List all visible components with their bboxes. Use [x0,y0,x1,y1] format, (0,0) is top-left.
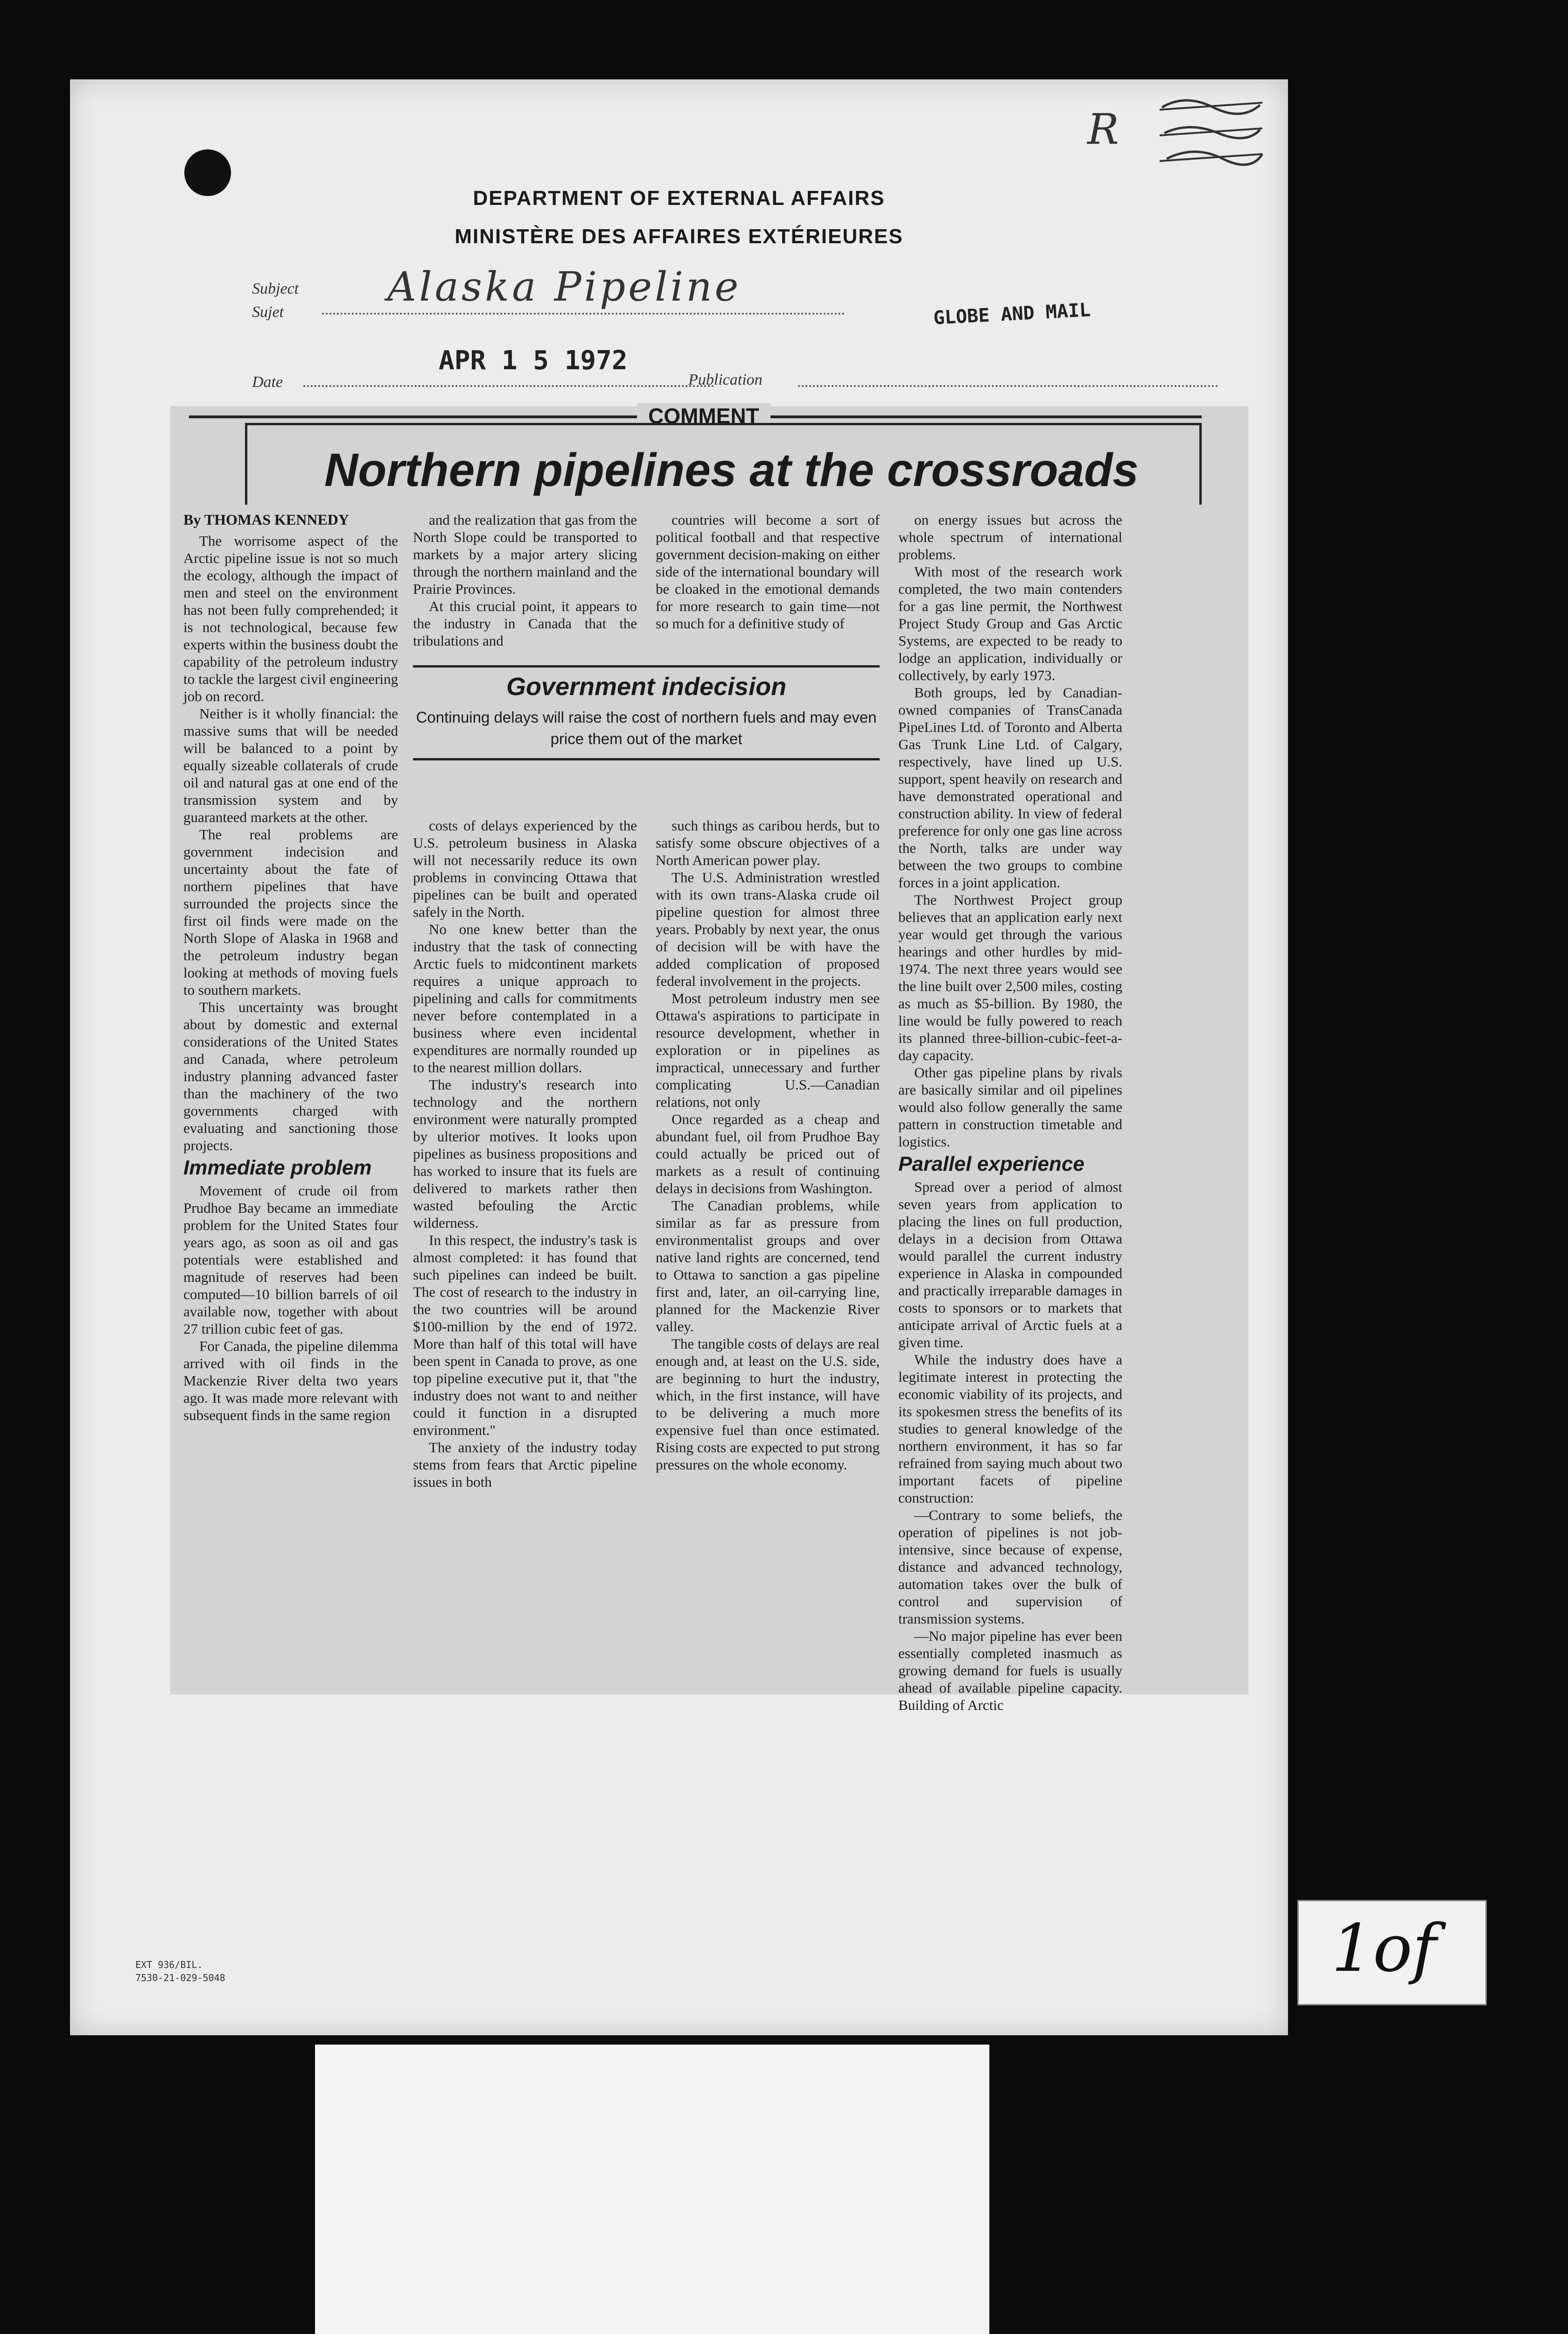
paragraph: The U.S. Administration wrestled with its own trans-Alaska crude oil pipeline question for almost three years. Probably by next year, the onus of decision will be with have the added complication of proposed federal involvement in the projects. [656,869,880,989]
paragraph: costs of delays experienced by the U.S. petroleum business in Alaska will not necessarily reduce its own problems in convincing Ottawa that pipelines can be built and operated safely in the North. [413,817,637,920]
paragraph: Most petroleum industry men see Ottawa's aspirations to participate in resource development, whether in exploration or in pipelines as impractical, unnecessary and further complicating U.S.—Canadian relations, not only [656,990,880,1110]
paragraph: Spread over a period of almost seven years from application to placing the lines on full production, delays in a decision from Ottawa would parallel the current industry experience in Alaska in compounded and practically irreparable damages in costs to sponsors or to markets that anticipate arrival of Arctic fuels at a given time. [898,1179,1122,1350]
section-label: COMMENT [637,403,770,429]
paragraph: and the realization that gas from the North Slope could be transported to markets by a major artery slicing through the northern mainland and the Prairie Provinces. [413,512,637,597]
subhead-parallel-experience: Parallel experience [898,1153,1085,1175]
page-tab [1297,1900,1487,2005]
article-headline: Northern pipelines at the crossroads [324,444,1139,496]
deck-box [413,665,880,760]
subject-label: Subject [252,280,299,297]
form-code-line-2: 7530-21-029-5048 [135,1972,225,1983]
department-name-fr: MINISTÈRE DES AFFAIRES EXTÉRIEURES [455,225,903,248]
blank-card [315,2045,989,2334]
paragraph: In this respect, the industry's task is almost completed: it has found that such pipelines can indeed be built. The cost of research to the industry in the two countries will be around $100-million by the end of 1972. More than half of this total will have been spent in Canada to prove, as one top pipeline executive put it, that "the industry does not want to and neither could it function in a disrupted environment." [413,1232,637,1438]
paragraph: Other gas pipeline plans by rivals are basically similar and oil pipelines would also follow generally the same pattern in construction timetable and logistics. [898,1064,1122,1150]
paragraph: The industry's research into technology and the northern environment were naturally prompted by ulterior motives. It looks upon pipelines as business propositions and has worked to insure that its fuels are delivered to markets rather then wasted befouling the Arctic wilderness. [413,1076,637,1231]
paragraph: The Canadian problems, while similar as far as pressure from environmentalist groups and over native land rights are concerned, tend to Ottawa to sanction a gas pipeline first and, later, an oil-carrying line, planned for the Mackenzie River valley. [656,1197,880,1335]
paragraph: Neither is it wholly financial: the massive sums that will be needed will be balanced to a point by equally sizeable collaterals of crude oil and natural gas at one end of the transmission system and by guaranteed markets at the other. [183,705,398,825]
paragraph: The tangible costs of delays are real enough and, at least on the U.S. side, are beginning to hurt the industry, which, in the first instance, will have to be delivering a much more expensive fuel than once estimated. Rising costs are expected to put strong pressures on the whole economy. [656,1336,880,1473]
paragraph: No one knew better than the industry that the task of connecting Arctic fuels to midcontinent markets requires a unique approach to pipelining and calls for commitments never before contemplated in a business where even incidental expenditures are normally rounded up to the nearest million dollars. [413,921,637,1076]
crossed-out-routing-marks [1157,89,1265,177]
paragraph: This uncertainty was brought about by domestic and external considerations of the United States and Canada, where petroleum industry planning advanced faster than the machinery of the two governments charged with evaluating and sanctioning those projects. [183,999,398,1153]
subject-line [322,313,845,315]
byline: By THOMAS KENNEDY [183,511,350,528]
column-2-top [413,511,637,656]
date-label: Date [252,373,283,391]
paragraph: such things as caribou herds, but to satisfy some obscure objectives of a North American power play. [656,817,880,868]
paragraph: With most of the research work completed, the two main contenders for a gas line permit, the Northwest Project Study Group and Gas Arctic Systems, are expected to be ready to lodge an application, individually or collectively, by early 1973. [898,563,1122,683]
newspaper-clipping [170,404,1248,1713]
paragraph: on energy issues but across the whole spectrum of international problems. [898,512,1122,562]
paragraph: At this crucial point, it appears to the industry in Canada that the tribulations and [413,598,637,649]
paragraph: Both groups, led by Canadian-owned companies of TransCanada PipeLines Ltd. of Toronto and Alberta Gas Trunk Line Ltd. of Calgary, respectively, have lined up U.S. support, spent heavily on research and have demonstrated operational and construction ability. In view of federal preference for only one gas line across the North, talks are under way between the two groups to combine forces in a joint application. [898,684,1122,891]
deck-title: Government indecision [506,673,787,701]
column-3 [656,817,880,1573]
publication-label: Publication [688,371,763,388]
paragraph: The real problems are government indecision and uncertainty about the fate of northern pipelines that have surrounded the projects since the first oil finds were made on the North Slope of Alaska in 1968 and the petroleum industry began looking at methods of moving fuels to southern markets. [183,826,398,998]
publication-line [798,385,1218,387]
form-code [135,1958,225,1984]
date-stamp: APR 1 5 1972 [439,345,628,376]
paragraph: countries will become a sort of political football and that respective government decision-making on either side of the international boundary will be cloaked in the emotional demands for more research to gain time—not so much for a definitive study of [656,512,880,632]
subhead-immediate-problem: Immediate problem [183,1156,372,1179]
form-code-line-1: EXT 936/BIL. [135,1959,203,1970]
paragraph: For Canada, the pipeline dilemma arrived with oil finds in the Mackenzie River delta two years ago. It was made more relevant with subsequent finds in the same region [183,1338,398,1423]
column-3-top [656,511,880,656]
paragraph: The Northwest Project group believes that an application early next year would get through the various hearings and other hurdles by mid-1974. The next three years would see the line built over 2,500 miles, costing as much as $5-billion. By 1980, the line would be fully powered to reach its planned three-billion-cubic-feet-a-day capacity. [898,892,1122,1063]
department-name-en: DEPARTMENT OF EXTERNAL AFFAIRS [473,187,885,210]
page-tab-label: 1of [1331,1911,1437,1987]
paragraph: Movement of crude oil from Prudhoe Bay became an immediate problem for the United States four years ago, as soon as oil and gas potentials were established and magnitude of reserves had been computed—10 billion barrels of oil available now, together with about 27 trillion cubic feet of gas. [183,1182,398,1337]
column-4 [898,511,1122,1713]
subject-value: Alaska Pipeline [387,264,742,310]
paragraph: The anxiety of the industry today stems from fears that Arctic pipeline issues in both [413,1439,637,1490]
deck-subtitle: Continuing delays will raise the cost of northern fuels and may even price them out of the market [416,709,877,747]
sujet-label: Sujet [252,303,284,321]
date-line [303,385,714,387]
publication-stamp: GLOBE AND MAIL [933,299,1092,329]
column-2 [413,817,637,1573]
paragraph: The worrisome aspect of the Arctic pipeline issue is not so much the ecology, although the impact of men and steel on the environment has not been fully comprehended; it is not technological, because few experts within the business doubt the capability of the petroleum industry to tackle the largest civil engineering job on record. [183,533,398,704]
paragraph: —No major pipeline has ever been essentially completed inasmuch as growing demand for fuels is usually ahead of available pipeline capacity. Building of Arctic [898,1628,1122,1713]
corner-mark: R [1087,105,1119,154]
paragraph: Once regarded as a cheap and abundant fuel, oil from Prudhoe Bay could actually be priced out of markets as a result of continuing delays in decisions from Washington. [656,1111,880,1196]
column-1 [183,532,398,1423]
paragraph: —Contrary to some beliefs, the operation of pipelines is not job-intensive, since because of expense, distance and advanced technology, automation takes over the bulk of control and supervision of transmission systems. [898,1507,1122,1627]
paragraph: While the industry does have a legitimate interest in protecting the economic viability of its projects, and its spokesmen stress the benefits of its studies to general knowledge of the northern environment, it has so far refrained from saying much about two important facets of pipeline construction: [898,1351,1122,1506]
